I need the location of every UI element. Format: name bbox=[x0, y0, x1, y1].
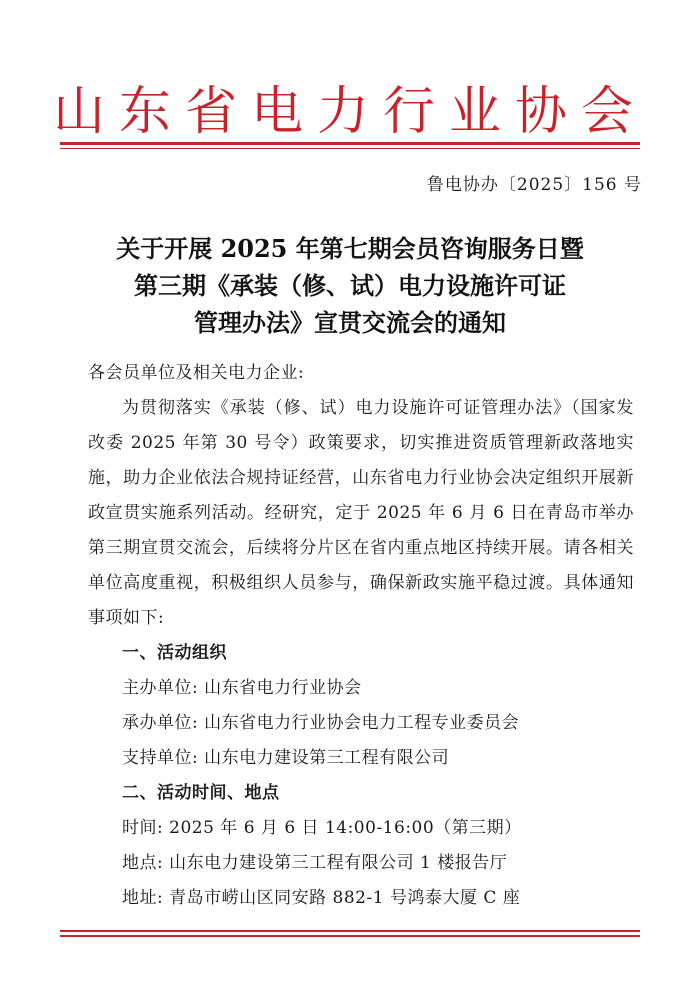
section-heading-organization: 一、活动组织 bbox=[122, 643, 227, 663]
event-time: 时间: 2025 年 6 月 6 日 14:00-16:00（第三期） bbox=[122, 818, 522, 838]
notice-title-line: 管理办法》宣贯交流会的通知 bbox=[194, 308, 506, 337]
host-unit: 主办单位: 山东省电力行业协会 bbox=[122, 678, 362, 698]
notice-title-line: 第三期《承装（修、试）电力设施许可证 bbox=[134, 271, 566, 300]
supporter-unit: 支持单位: 山东电力建设第三工程有限公司 bbox=[122, 748, 450, 768]
event-venue: 地点: 山东电力建设第三工程有限公司 1 楼报告厅 bbox=[122, 853, 508, 873]
section-heading-time-place: 二、活动时间、地点 bbox=[122, 783, 280, 803]
organizer-unit: 承办单位: 山东省电力行业协会电力工程专业委员会 bbox=[122, 713, 520, 733]
intro-paragraph: 为贯彻落实《承装（修、试）电力设施许可证管理办法》（国家发改委 2025 年第 30 号令）政策要求，切实推进资质管理新政落地实施，助力企业依法合规持证经营，山东省电力行业协会决定组织开展新政宣贯实施系列活动。经研究，定于 2025 年 6 月 6 日在青岛市举办第三期宣贯交流会，后续将分片区在省内重点地区持续开展。请各相关单位高度重视，积极组织人员参与，确保新政实施平稳过渡。具体通知事项如下: bbox=[88, 398, 634, 628]
document-number: 鲁电协办〔2025〕156 号 bbox=[426, 175, 642, 195]
notice-title-line: 关于开展 2025 年第七期会员咨询服务日暨 bbox=[116, 234, 584, 263]
org-letterhead-title: 山东省电力行业协会 bbox=[52, 82, 647, 142]
footer-rule-top bbox=[60, 930, 640, 932]
letterhead-rule-thick bbox=[60, 142, 640, 145]
notice-title bbox=[0, 230, 700, 341]
salutation: 各会员单位及相关电力企业: bbox=[88, 363, 305, 383]
notice-body bbox=[88, 356, 634, 916]
event-address: 地址: 青岛市崂山区同安路 882-1 号鸿泰大厦 C 座 bbox=[122, 888, 521, 908]
letterhead-rule-thin bbox=[60, 148, 640, 149]
footer-rule-bottom bbox=[60, 935, 640, 937]
